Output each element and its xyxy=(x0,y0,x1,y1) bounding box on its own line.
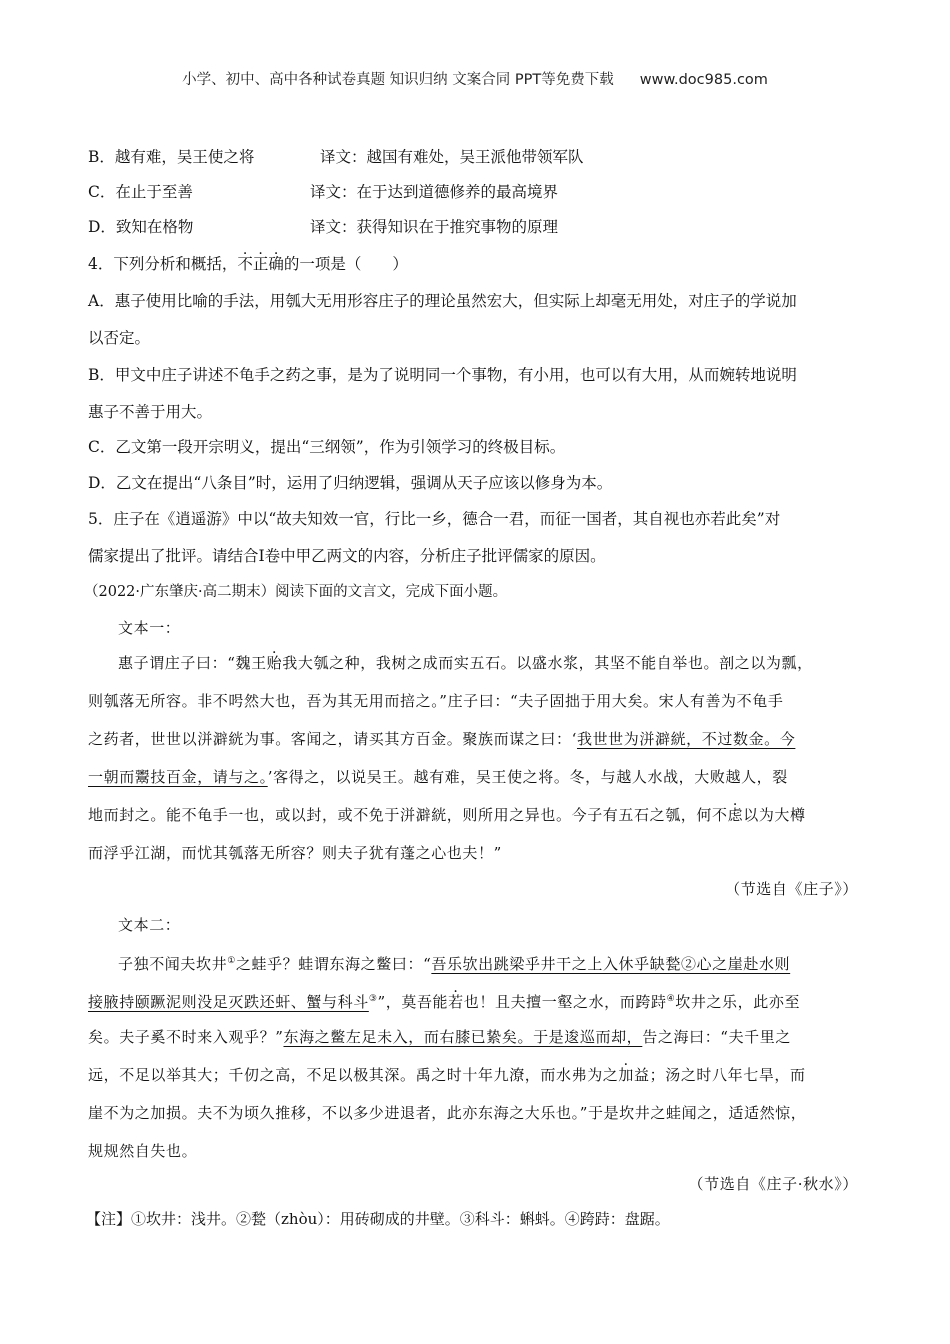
q3-option-b: B．越有难，吴王使之将 译文：越国有难处，吴王派他带领军队 xyxy=(88,148,584,166)
text1-source: （节选自《庄子》） xyxy=(725,880,858,898)
q4-option-d: D．乙文在提出“八条目”时，运用了归纳逻辑，强调从天子应该以修身为本。 xyxy=(88,474,613,492)
text2-line2: 接腋持颐蹶泥则没足灭跌还虷、蟹与科斗③”，莫吾能若也！且夫擅一壑之水，而跨跱④坎井之乐，此亦至 xyxy=(88,993,801,1011)
q3-option-d: D．致知在格物 译文：获得知识在于推究事物的原理 xyxy=(88,218,559,236)
page-header xyxy=(0,68,950,89)
text2-line3: 矣。夫子奚不时来入观乎？”东海之鳖左足未入，而右膝已絷矣。于是逡巡而却，告之海曰：“夫千里之 xyxy=(88,1028,791,1046)
q3-option-c: C．在止于至善 译文：在于达到道德修养的最高境界 xyxy=(88,183,559,201)
q5-line2: 儒家提出了批评。请结合Ⅰ卷中甲乙两文的内容，分析庄子批评儒家的原因。 xyxy=(88,547,606,565)
emphasis-dot-char: 确 xyxy=(268,255,284,273)
text2-source: （节选自《庄子·秋水》） xyxy=(688,1175,858,1193)
q4-option-a-line2: 以否定。 xyxy=(88,329,151,347)
text2-line1: 子独不闻夫坎井①之蛙乎？蛙谓东海之鳖曰：“吾乐欤出跳梁乎井干之上入休乎缺甃②心之崖赴水则 xyxy=(118,955,791,973)
text1-line3: 之药者，世世以洴澼絖为事。客闻之，请买其方百金。聚族而谋之曰：‘我世世为洴澼絖，不过数金。今 xyxy=(88,730,796,748)
text1-line5: 地而封之。能不龟手一也，或以封，或不免于洴澼絖，则所用之异也。今子有五石之瓠，何不虑以为大樽 xyxy=(88,806,806,824)
text2-title: 文本二： xyxy=(118,916,181,934)
text1-title: 文本一： xyxy=(118,619,181,637)
q4-option-b-line1: B．甲文中庄子讲述不龟手之药之事，是为了说明同一个事物，有小用，也可以有大用，从而婉转地说明 xyxy=(88,366,797,384)
text2-line5: 崖不为之加损。夫不为顷久推移，不以多少进退者，此亦东海之大乐也。”于是坎井之蛙闻之，适适然惊， xyxy=(88,1104,807,1122)
header-text: 小学、初中、高中各种试卷真题 知识归纳 文案合同 PPT等免费下载 xyxy=(182,72,614,88)
header-url[interactable]: www.doc985.com xyxy=(639,72,768,88)
q4-option-c: C．乙文第一段开宗明义，提出“三纲领”，作为引领学习的终极目标。 xyxy=(88,438,566,456)
text2-line6: 规规然自失也。 xyxy=(88,1142,198,1160)
q5-line1: 5．庄子在《逍遥游》中以“故夫知效一官，行比一乡，德合一君，而征一国者，其自视也亦若此矣”对 xyxy=(88,510,781,528)
underlined-sentence: 东海之鳖左足未入，而右膝已絷矣。于是逡巡而却， xyxy=(283,1028,643,1046)
text1-line1: 惠子谓庄子曰：“魏王贻我大瓠之种，我树之成而实五石。以盛水浆，其坚不能自举也。剖之以为瓢， xyxy=(118,654,813,672)
underlined-sentence: 我世世为洴澼絖，不过数金。今 xyxy=(576,730,796,748)
text1-line6: 而浮乎江湖，而忧其瓠落无所容？则夫子犹有蓬之心也夫！” xyxy=(88,844,502,862)
q4-stem: 4．下列分析和概括，不正确的一项是（ ） xyxy=(88,255,408,273)
q4-option-b-line2: 惠子不善于用大。 xyxy=(88,403,213,421)
underlined-sentence: 接腋持颐蹶泥则没足灭跌还虷、蟹与科斗 xyxy=(88,993,369,1011)
section-intro: （2022·广东肇庆·高二期末）阅读下面的文言文，完成下面小题。 xyxy=(84,584,508,600)
text2-line4: 远，不足以举其大；千仞之高，不足以极其深。禹之时十年九潦，而水弗为之加益；汤之时八年七旱，而 xyxy=(88,1066,806,1084)
q4-option-a-line1: A．惠子使用比喻的手法，用瓠大无用形容庄子的理论虽然宏大，但实际上却毫无用处，对庄子的学说加 xyxy=(88,292,797,310)
emphasis-dot-char: 正 xyxy=(252,255,269,273)
underlined-sentence: 一朝而鬻技百金，请与之。 xyxy=(88,768,268,786)
text1-line2: 则瓠落无所容。非不呺然大也，吾为其无用而掊之。”庄子曰：“夫子固拙于用大矣。宋人有善为不龟手 xyxy=(88,692,784,710)
emphasis-dot-char: 不 xyxy=(237,255,253,273)
underlined-sentence: 吾乐欤出跳梁乎井干之上入休乎缺甃②心之崖赴水则 xyxy=(431,955,791,973)
footnotes: 【注】①坎井：浅井。②甃（zhòu）：用砖砌成的井壁。③科斗：蝌蚪。④跨跱：盘踞。 xyxy=(86,1210,670,1228)
text1-line4: 一朝而鬻技百金，请与之。’客得之，以说吴王。越有难，吴王使之将。冬，与越人水战，大败越人，裂 xyxy=(88,768,788,786)
